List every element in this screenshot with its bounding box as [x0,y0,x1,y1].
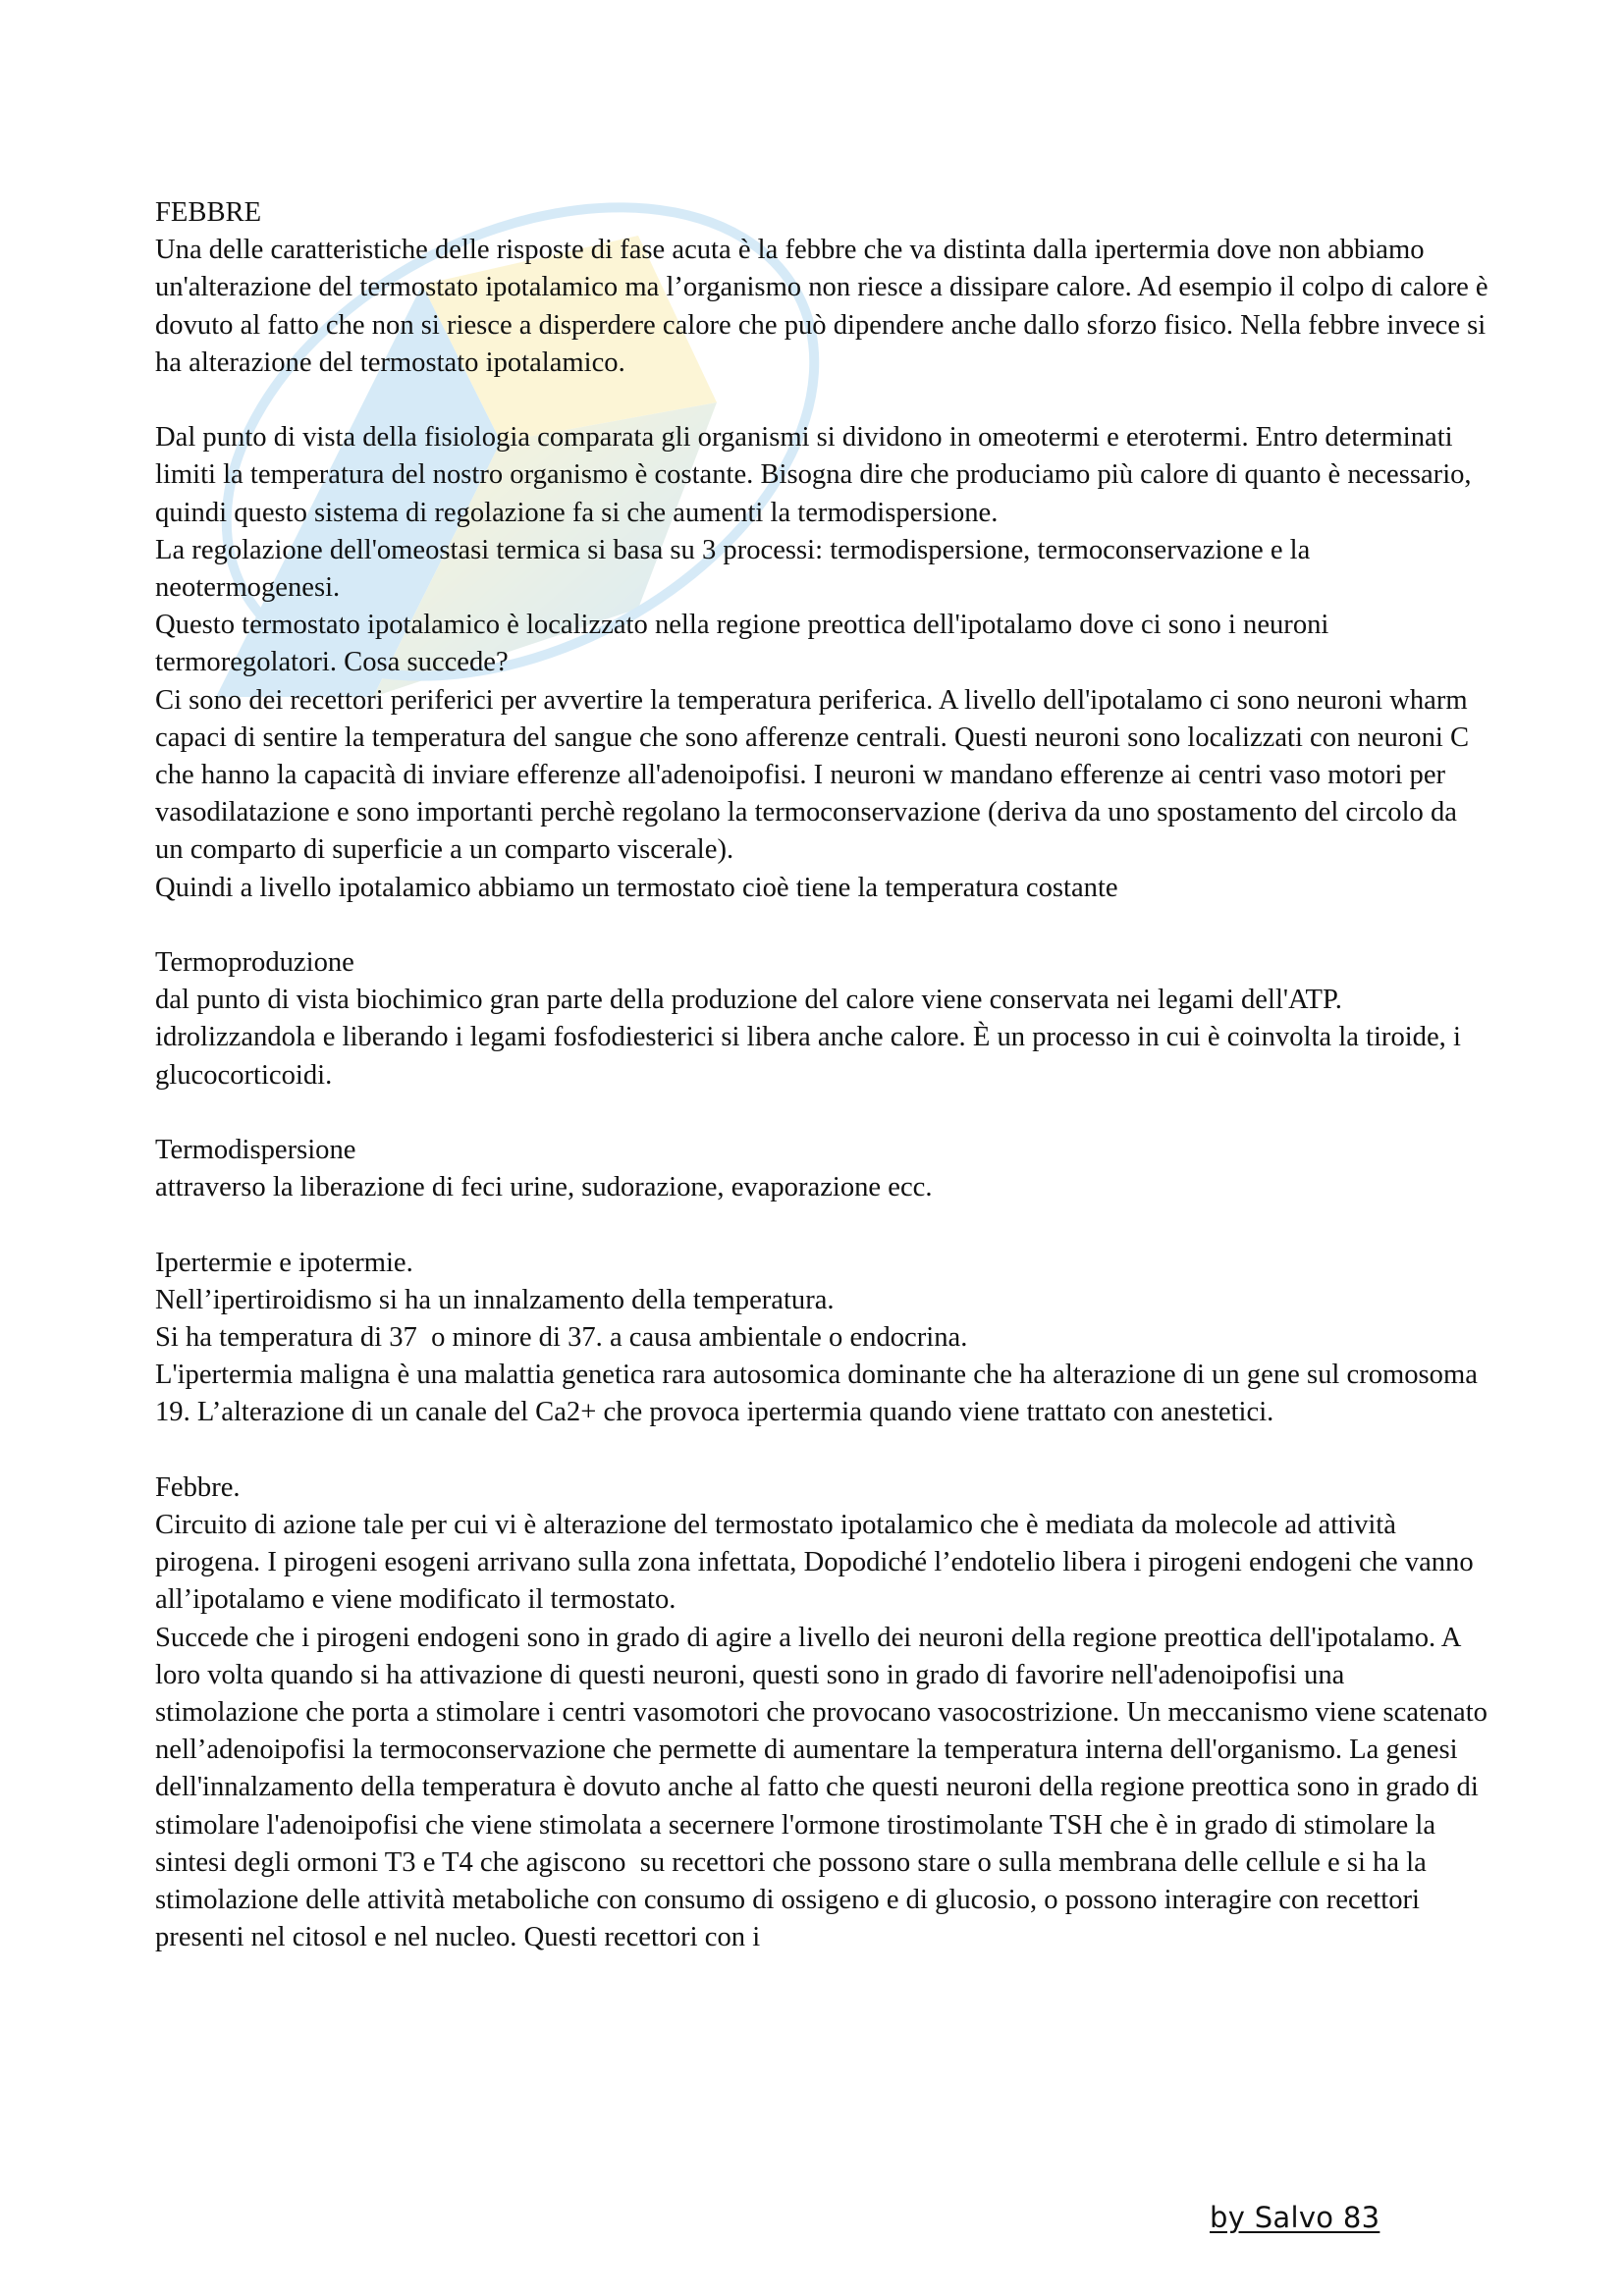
document-body [155,194,1495,1995]
footer-signature: by Salvo 83 [1210,2201,1380,2234]
section-heading: Termoproduzione [155,947,354,979]
paragraph: Succede che i pirogeni endogeni sono in grado di agire a livello dei neuroni della regione preottica dell'ipotalamo. A loro volta quando si ha attivazione di questi neuroni, questi sono in grado di favorire nell'adenoipofisi una stimolazione che porta a stimolare i centri vasomotori che provocano vasocostrizione. Un meccanismo viene scatenato nell’adenoipofisi la termoconservazione che permette di aumentare la temperatura interna dell'organismo. La genesi dell'innalzamento della temperatura è dovuto anche al fatto che questi neuroni della regione preottica sono in grado di stimolare l'adenoipofisi che viene stimolata a secernere l'ormone tirostimolante TSH che è in grado di stimolare la sintesi degli ormoni T3 e T4 che agiscono su recettori che possono stare o sulla membrana delle cellule e si ha la stimolazione delle attività metaboliche con consumo di ossigeno e di glucosio, o possono interagire con recettori presenti nel citosol e nel nucleo. Questi recettori con i [155,1622,1495,1953]
paragraph: Nell’ipertiroidismo si ha un innalzamento della temperatura. [155,1284,835,1315]
section-heading: Termodispersione [155,1135,356,1166]
paragraph: Quindi a livello ipotalamico abbiamo un termostato cioè tiene la temperatura costante [155,872,1118,903]
document-section [155,1132,1490,1206]
document-section [155,1469,1495,1957]
document-section [155,944,1490,1095]
paragraph: Si ha temperatura di 37 o minore di 37. a causa ambientale o endocrina. [155,1322,968,1354]
paragraph: Questo termostato ipotalamico è localizzato nella regione preottica dell'ipotalamo dove ci sono i neuroni termoregolatori. Cosa succede? [155,610,1336,678]
paragraph: Circuito di azione tale per cui vi è alterazione del termostato ipotalamico che è mediata da molecole ad attività pirogena. I pirogeni esogeni arrivano sulla zona infettata, Dopodiché l’endotelio libera i pirogeni endogeni che vanno all’ipotalamo e viene modificato il termostato. [155,1510,1481,1616]
document-section [155,1245,1490,1432]
paragraph: L'ipertermia maligna è una malattia genetica rara autosomica dominante che ha alterazione di un gene sul cromosoma 19. L’alterazione di un canale del Ca2+ che provoca ipertermia quando viene trattato con anestetici. [155,1360,1486,1428]
section-heading: FEBBRE [155,197,262,228]
paragraph: Ci sono dei recettori periferici per avvertire la temperatura periferica. A livello dell'ipotalamo ci sono neuroni wharm capaci di sentire la temperatura del sangue che sono afferenze centrali. Questi neuroni sono localizzati con neuroni C che hanno la capacità di inviare efferenze all'adenoipofisi. I neuroni w mandano efferenze ai centri vaso motori per vasodilatazione e sono importanti perchè regolano la termoconservazione (deriva da uno spostamento del circolo da un comparto di superficie a un comparto viscerale). [155,684,1477,866]
paragraph: La regolazione dell'omeostasi termica si basa su 3 processi: termodispersione, termoconservazione e la neotermogenesi. [155,534,1318,604]
paragraph: Dal punto di vista della fisiologia comparata gli organismi si dividono in omeotermi e eterotermi. Entro determinati limiti la temperatura del nostro organismo è costante. Bisogna dire che produciamo più calore di quanto è necessario, quindi questo sistema di regolazione fa si che aumenti la termodispersione. [155,422,1479,528]
section-heading: Febbre. [155,1471,241,1503]
document-section [155,419,1490,907]
document-section [155,194,1495,382]
paragraph: dal punto di vista biochimico gran parte della produzione del calore viene conservata nei legami dell'ATP. idrolizzandola e liberando i legami fosfodiesterici si libera anche calore. È un processo in cui è coinvolta la tiroide, i glucocorticoidi. [155,985,1469,1091]
paragraph: attraverso la liberazione di feci urine, sudorazione, evaporazione ecc. [155,1172,933,1203]
paragraph: Una delle caratteristiche delle risposte di fase acuta è la febbre che va distinta dalla ipertermia dove non abbiamo un'alterazione del termostato ipotalamico ma l’organismo non riesce a dissipare calore. Ad esempio il colpo di calore è dovuto al fatto che non si riesce a disperdere calore che può dipendere anche dallo sforzo fisico. Nella febbre invece si ha alterazione del termostato ipotalamico. [155,235,1495,378]
section-heading: Ipertermie e ipotermie. [155,1247,413,1278]
